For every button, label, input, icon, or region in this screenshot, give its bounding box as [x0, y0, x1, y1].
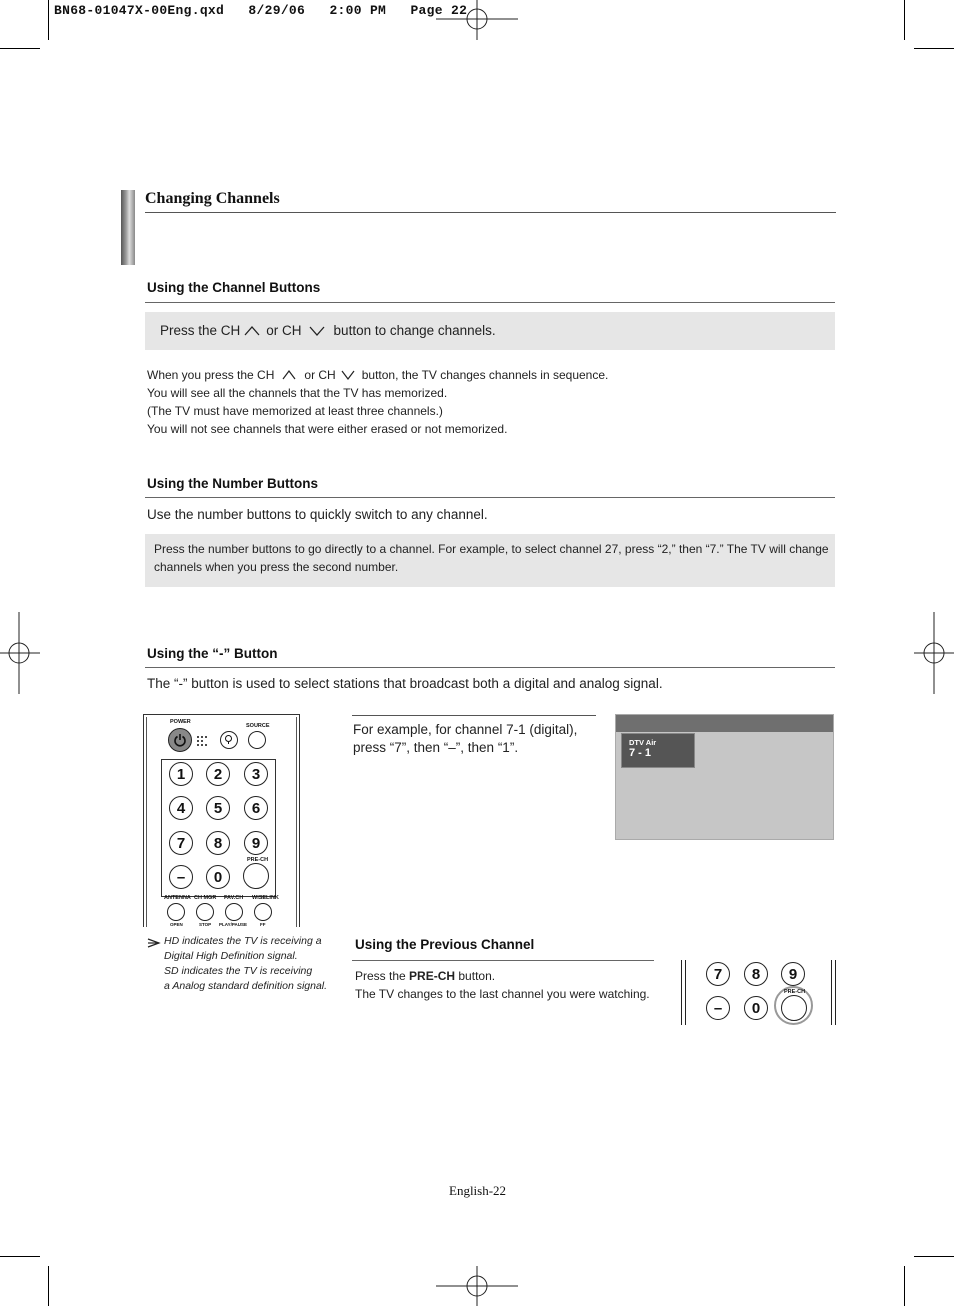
- chevron-down-icon: [336, 368, 362, 382]
- section-rule: [145, 302, 835, 303]
- label-source: SOURCE: [246, 723, 270, 729]
- example-rule: [352, 715, 596, 716]
- note-box: [145, 534, 835, 587]
- note-arrow-icon: [147, 938, 161, 948]
- channel-desc-line4: You will not see channels that were either erased or not memorized.: [147, 422, 508, 436]
- hd-sd-note: [164, 934, 327, 994]
- label-chmgr: CH MGR: [194, 895, 217, 901]
- section-heading-channel-buttons: Using the Channel Buttons: [147, 280, 321, 295]
- registration-mark-bottom: [436, 1266, 518, 1306]
- chmgr-button[interactable]: [196, 903, 214, 921]
- label-prech: PRE-CH: [247, 857, 269, 863]
- light-button[interactable]: [220, 731, 238, 749]
- channel-desc-line2: You will see all the channels that the TV has memorized.: [147, 386, 448, 400]
- digit-1-button[interactable]: 1: [169, 762, 193, 786]
- note-line2: channels when you press the second number.: [154, 560, 399, 574]
- section-heading-previous-channel: Using the Previous Channel: [355, 937, 535, 952]
- note-line1: HD indicates the TV is receiving a: [164, 935, 322, 947]
- crop-mark: [914, 1256, 954, 1257]
- pad-digit-8-button[interactable]: 8: [744, 962, 768, 986]
- pad-edge: [681, 960, 682, 1025]
- label-playpause: PLAY/PAUSE: [219, 922, 248, 927]
- source-button[interactable]: [248, 731, 266, 749]
- crop-mark: [904, 1266, 905, 1306]
- digit-3-button[interactable]: 3: [244, 762, 268, 786]
- page-title: Changing Channels: [145, 190, 280, 207]
- crop-mark: [0, 48, 40, 49]
- favch-button[interactable]: [225, 903, 243, 921]
- tv-osd-box: [621, 733, 695, 768]
- dash-intro: The “-” button is used to select stations that broadcast both a digital and analog signal.: [147, 676, 663, 691]
- crop-mark: [0, 1256, 40, 1257]
- digit-6-button[interactable]: 6: [244, 796, 268, 820]
- channel-desc-line3: (The TV must have memorized at least three channels.): [147, 404, 443, 418]
- label-power: POWER: [170, 719, 191, 725]
- pad-edge: [685, 960, 686, 1025]
- crop-mark: [914, 48, 954, 49]
- note-line2: Digital High Definition signal.: [164, 950, 298, 962]
- note-line4: a Analog standard definition signal.: [164, 980, 328, 992]
- prech-line1: Press the PRE-CH button.: [355, 969, 496, 983]
- prech-line2: The TV changes to the last channel you were watching.: [355, 987, 650, 1001]
- instruction-box: [145, 312, 835, 350]
- note-line3: SD indicates the TV is receiving: [164, 965, 313, 977]
- pad-label-prech: PRE-CH: [784, 989, 806, 995]
- crop-mark: [48, 1266, 49, 1306]
- title-accent-bar: [121, 190, 135, 265]
- label-open: OPEN: [170, 922, 183, 927]
- digit-9-button[interactable]: 9: [244, 831, 268, 855]
- power-button[interactable]: [168, 728, 192, 752]
- title-rule: [145, 212, 836, 213]
- chevron-down-icon: [302, 324, 334, 338]
- pad-edge: [835, 960, 836, 1025]
- digit-2-button[interactable]: 2: [206, 762, 230, 786]
- prech-pad-illustration: [680, 960, 836, 1025]
- pad-digit-0-button[interactable]: 0: [744, 996, 768, 1020]
- dots-icon: [196, 735, 208, 747]
- label-favch: FAV.CH: [224, 895, 244, 901]
- instruction-text: Press the CH or CH button to change channels.: [160, 323, 496, 338]
- digit-0-button[interactable]: 0: [206, 865, 230, 889]
- remote-illustration: [143, 714, 300, 927]
- dash-button[interactable]: –: [169, 865, 193, 889]
- crop-mark: [48, 0, 49, 40]
- pad-edge: [831, 960, 832, 1025]
- note-line1: Press the number buttons to go directly to a channel. For example, to select channel 27, press “2,” then “7.” The TV will change: [154, 542, 829, 556]
- osd-channel: 7 - 1: [629, 747, 652, 759]
- wiselink-button[interactable]: [254, 903, 272, 921]
- page-number: English-22: [449, 1183, 507, 1198]
- power-icon: [173, 733, 187, 747]
- example-line2: press “7”, then “–”, then “1”.: [353, 740, 519, 755]
- print-header: BN68-01047X-00Eng.qxd 8/29/06 2:00 PM Page 22: [54, 3, 468, 18]
- registration-mark-right: [914, 612, 954, 694]
- number-intro: Use the number buttons to quickly switch to any channel.: [147, 507, 488, 522]
- registration-mark-left: [0, 612, 40, 694]
- digit-7-button[interactable]: 7: [169, 831, 193, 855]
- digit-5-button[interactable]: 5: [206, 796, 230, 820]
- section-rule: [145, 667, 835, 668]
- tv-top-bar: [616, 715, 833, 732]
- chevron-up-icon: [240, 324, 266, 338]
- digit-4-button[interactable]: 4: [169, 796, 193, 820]
- osd-source: DTV Air: [629, 738, 657, 747]
- crop-mark: [904, 0, 905, 40]
- section-rule: [145, 497, 835, 498]
- label-stop: STOP: [199, 922, 212, 927]
- pad-digit-9-button[interactable]: 9: [781, 962, 805, 986]
- prech-button[interactable]: [243, 863, 269, 889]
- channel-desc-line1: When you press the CH or CH button, the TV changes channels in sequence.: [147, 368, 609, 382]
- chevron-up-icon: [274, 368, 304, 382]
- pad-dash-button[interactable]: –: [706, 996, 730, 1020]
- section-heading-number-buttons: Using the Number Buttons: [147, 476, 318, 491]
- bulb-icon: [221, 732, 237, 748]
- pad-prech-button[interactable]: [781, 995, 807, 1021]
- label-antenna: ANTENNA: [164, 895, 191, 901]
- label-wiselink: WISELINK: [252, 895, 279, 901]
- section-heading-dash-button: Using the “-” Button: [147, 646, 278, 661]
- pad-digit-7-button[interactable]: 7: [706, 962, 730, 986]
- antenna-button[interactable]: [167, 903, 185, 921]
- digit-8-button[interactable]: 8: [206, 831, 230, 855]
- label-ff: FF: [260, 922, 266, 927]
- example-line1: For example, for channel 7-1 (digital),: [353, 722, 578, 737]
- section-rule: [352, 960, 654, 961]
- tv-screen-illustration: [615, 714, 834, 840]
